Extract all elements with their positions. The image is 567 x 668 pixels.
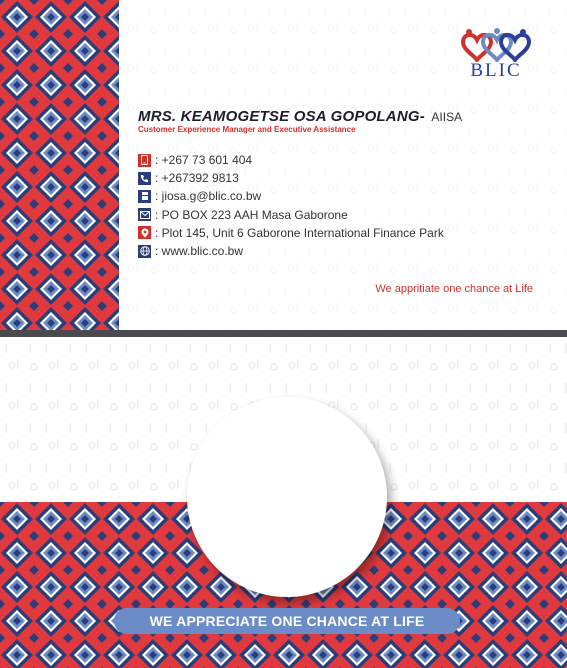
photo-placeholder-circle <box>187 397 387 597</box>
business-card-back <box>0 337 567 668</box>
contact-text: : jiosa.g@blic.co.bw <box>155 189 262 204</box>
diamond-pattern-strip <box>0 0 119 330</box>
telephone-icon <box>138 172 151 185</box>
fax-icon <box>138 190 151 203</box>
logo-text: BLIC <box>470 60 522 81</box>
envelope-icon <box>138 208 151 221</box>
post-nominal: AIISA <box>431 110 463 124</box>
contact-email <box>138 187 444 205</box>
front-tagline: We appritiate one chance at Life <box>375 283 533 295</box>
card-divider <box>0 330 567 337</box>
contact-list <box>138 151 444 260</box>
job-title: Customer Experience Manager and Executive Assistance <box>138 125 356 134</box>
mobile-phone-icon <box>138 154 151 167</box>
contact-mobile <box>138 151 444 169</box>
name-line <box>138 108 462 126</box>
contact-text: : PO BOX 223 AAH Masa Gaborone <box>155 207 348 222</box>
contact-text: : www.blic.co.bw <box>155 244 244 259</box>
location-pin-icon <box>138 226 151 239</box>
blic-heart-logo-icon <box>457 28 535 62</box>
globe-icon <box>138 245 151 258</box>
business-card-front <box>0 0 567 330</box>
front-card-content <box>119 0 567 330</box>
back-tagline-banner: WE APPRECIATE ONE CHANCE AT LIFE <box>114 608 460 634</box>
contact-postal <box>138 206 444 224</box>
blic-logo <box>451 28 541 88</box>
contact-address <box>138 224 444 242</box>
contact-text: : Plot 145, Unit 6 Gaborone International Finance Park <box>155 225 444 240</box>
contact-text: : +267 73 601 404 <box>155 153 253 168</box>
person-name: MRS. KEAMOGETSE OSA GOPOLANG- <box>138 108 425 125</box>
contact-telephone <box>138 169 444 187</box>
contact-text: : +267392 9813 <box>155 171 239 186</box>
contact-website <box>138 242 444 260</box>
